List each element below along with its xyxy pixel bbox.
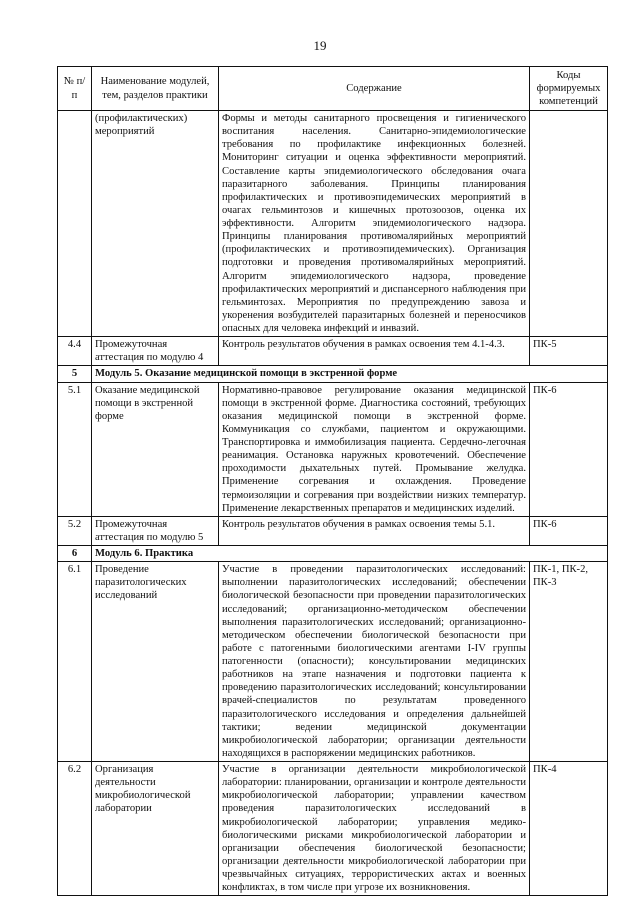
- header-num: № п/п: [58, 67, 92, 111]
- table-row: [58, 382, 608, 516]
- table-header-row: [58, 67, 608, 111]
- module-num: 5: [58, 366, 92, 382]
- row-name: Промежуточная аттестация по модулю 4: [92, 337, 219, 366]
- curriculum-table: [57, 66, 608, 896]
- row-codes: ПК-6: [530, 516, 608, 545]
- row-content: Контроль результатов обучения в рамках освоения тем 4.1-4.3.: [219, 337, 530, 366]
- row-codes: [530, 111, 608, 337]
- row-content: Формы и методы санитарного просвещения и гигиенического воспитания населения. Санитарно-эпидемиологические требования по профилактике инфекционных болезней. Мониторинг ситуации и оценка эффективности мероприятий. Составление карты эпидемиологического обследования очага паразитарного заболевания. Принципы планирования профилактических и противоэпидемических мероприятий в очагах гельминтозов и кишечных протозоозов, оценка их эффективности. Алгоритм эпидемиологического надзора. Принципы планирования противомалярийных мероприятий (профилактических и противоэпидемических). Организация подготовки и проведения противомалярийных мероприятий. Алгоритм эпидемиологического надзора, проведение профилактических мероприятий и диспансерного наблюдения при гельминтозах. Мероприятия по предупреждению завоза и укоренения возбудителей паразитарных болезней и переносчиков опасных для человека инфекций и инвазий.: [219, 111, 530, 337]
- header-name: Наименование модулей, тем, разделов практики: [92, 67, 219, 111]
- module-row: [58, 366, 608, 382]
- row-content: Участие в проведении паразитологических исследований: выполнении паразитологических исследований; обеспечении биологической безопасности при проведении паразитологических исследований; организационно-методическом обеспечении выполнения паразитологических исследований; организационно-методическом обеспечении биологической безопасности при работе с патогенными биологическими агентами I-IV группы патогенности (опасности); консультировании медицинских работников на этапе назначения и подготовки пациента к проведению паразитологических исследований; консультировании врачей-специалистов по результатам проведенного паразитологического исследования и определения дальнейшей тактики; ведении медицинской документации микробиологической лаборатории; организации деятельности находящихся в распоряжении медицинских работников.: [219, 562, 530, 762]
- table-row: [58, 762, 608, 896]
- row-name: Промежуточная аттестация по модулю 5: [92, 516, 219, 545]
- row-num: 6.2: [58, 762, 92, 896]
- module-row: [58, 546, 608, 562]
- row-codes: ПК-6: [530, 382, 608, 516]
- module-title: Модуль 5. Оказание медицинской помощи в экстренной форме: [92, 366, 608, 382]
- table-row: [58, 516, 608, 545]
- row-num: 5.2: [58, 516, 92, 545]
- header-codes: Коды формируемых компетенций: [530, 67, 608, 111]
- module-title: Модуль 6. Практика: [92, 546, 608, 562]
- row-codes: ПК-1, ПК-2, ПК-3: [530, 562, 608, 762]
- header-content: Содержание: [219, 67, 530, 111]
- row-content: Нормативно-правовое регулирование оказания медицинской помощи в экстренной форме. Диагностика состояний, требующих оказания медицинской помощи в экстренной форме. Коммуникация со службами, пациентом и окружающими. Транспортировка и иммобилизация пациента. Сердечно-легочная реанимация. Остановка наружных кровотечений. Обеспечение проходимости дыхательных путей. Промывание желудка. Применение согревания и охлаждения. Проведение термоизоляции и согревания при воздействии низких температур. Применение лекарственных препаратов и медицинских изделий.: [219, 382, 530, 516]
- table-row: [58, 562, 608, 762]
- row-num: 4.4: [58, 337, 92, 366]
- row-name: Оказание медицинской помощи в экстренной форме: [92, 382, 219, 516]
- row-name: Организация деятельности микробиологической лаборатории: [92, 762, 219, 896]
- row-content: Контроль результатов обучения в рамках освоения темы 5.1.: [219, 516, 530, 545]
- row-name: (профилактических) мероприятий: [92, 111, 219, 337]
- table-row: [58, 337, 608, 366]
- page-number: 19: [313, 38, 327, 53]
- row-num: 6.1: [58, 562, 92, 762]
- row-codes: ПК-5: [530, 337, 608, 366]
- row-name: Проведение паразитологических исследований: [92, 562, 219, 762]
- row-num: [58, 111, 92, 337]
- table-row: [58, 111, 608, 337]
- row-num: 5.1: [58, 382, 92, 516]
- row-codes: ПК-4: [530, 762, 608, 896]
- row-content: Участие в организации деятельности микробиологической лаборатории: планировании, организации и контроле деятельности микробиологической лаборатории; управлении качеством проведения паразитологических исследований в микробиологической лаборатории; управления медико-биологическими рисками микробиологической лаборатории и организации обеспечения биологической безопасности; организации деятельности микробиологической лаборатории при чрезвычайных ситуациях, террористических актах и военных конфликтах, в том числе при угрозе их возникновения.: [219, 762, 530, 896]
- module-num: 6: [58, 546, 92, 562]
